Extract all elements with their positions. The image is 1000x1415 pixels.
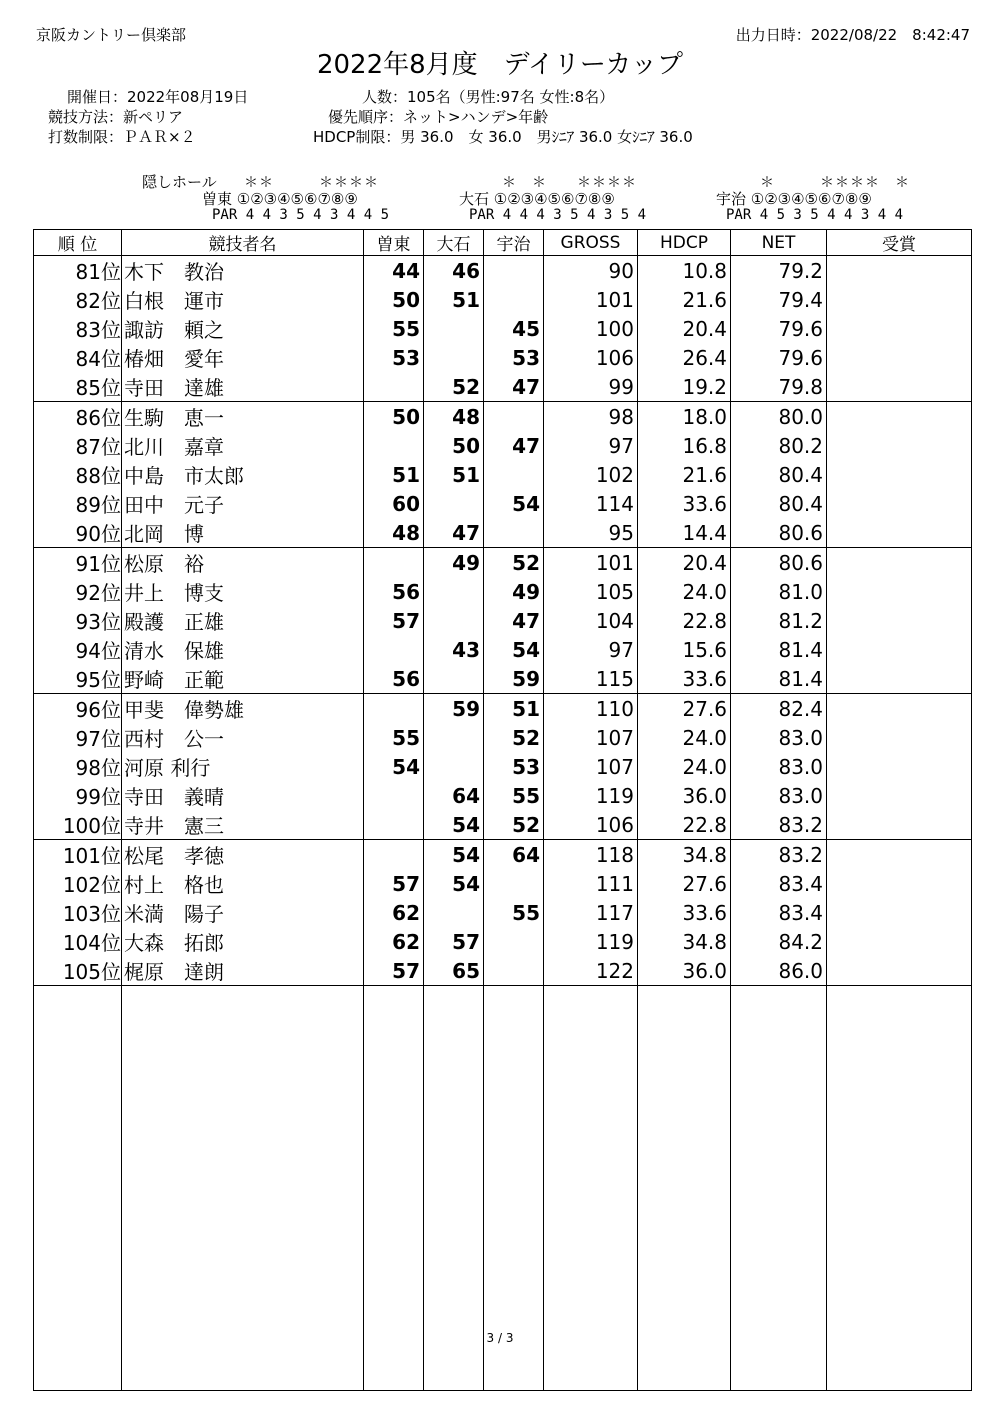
- table-row: [34, 256, 972, 286]
- table-row: [34, 314, 972, 343]
- table-row: [34, 518, 972, 548]
- rank-cell: 100位: [34, 810, 122, 840]
- table-row: [34, 635, 972, 664]
- course2-score: [424, 898, 484, 927]
- course1-score: 48: [364, 518, 424, 548]
- page-title: 2022年8月度 デイリーカップ: [316, 50, 684, 80]
- hdcp-value: 36.0: [638, 781, 731, 810]
- gross-score: 101: [544, 285, 638, 314]
- col-course3-header: 宇治: [484, 230, 544, 256]
- gross-score: 101: [544, 548, 638, 578]
- award-cell: [827, 606, 972, 635]
- course2-score: 57: [424, 927, 484, 956]
- course2-score: 59: [424, 694, 484, 724]
- gross-score: 97: [544, 431, 638, 460]
- gross-score: 106: [544, 343, 638, 372]
- award-cell: [827, 343, 972, 372]
- course2-score: 51: [424, 285, 484, 314]
- table-row: [34, 577, 972, 606]
- course1-score: 51: [364, 460, 424, 489]
- name-cell: 松原 裕: [122, 548, 364, 578]
- rank-cell: 101位: [34, 840, 122, 870]
- course3-score: 47: [484, 606, 544, 635]
- output-datetime: 出力日時：2022/08/22 8:42:47: [735, 26, 970, 44]
- course2-score: 47: [424, 518, 484, 548]
- gross-score: 119: [544, 927, 638, 956]
- course-par-1: PAR 4 4 3 5 4 3 4 4 5: [212, 207, 390, 223]
- course3-score: [484, 402, 544, 432]
- net-score: 80.4: [731, 460, 827, 489]
- course1-score: 54: [364, 752, 424, 781]
- name-cell: 米満 陽子: [122, 898, 364, 927]
- gross-score: 115: [544, 664, 638, 694]
- course3-score: 54: [484, 635, 544, 664]
- course1-score: 57: [364, 956, 424, 986]
- name-cell: 中島 市太郎: [122, 460, 364, 489]
- gross-score: 117: [544, 898, 638, 927]
- gross-score: 118: [544, 840, 638, 870]
- hidden-holes-label: 隠しホール: [142, 173, 217, 191]
- award-cell: [827, 460, 972, 489]
- rank-cell: 85位: [34, 372, 122, 402]
- award-cell: [827, 548, 972, 578]
- rank-cell: 102位: [34, 869, 122, 898]
- hdcp-value: 33.6: [638, 489, 731, 518]
- hdcp-limit: HDCP制限：男 36.0 女 36.0 男ｼﾆｱ 36.0 女ｼﾆｱ 36.0: [313, 128, 693, 146]
- course1-score: [364, 372, 424, 402]
- net-score: 83.4: [731, 898, 827, 927]
- rank-cell: 94位: [34, 635, 122, 664]
- course2-score: [424, 343, 484, 372]
- award-cell: [827, 869, 972, 898]
- course1-score: 57: [364, 606, 424, 635]
- table-row: [34, 927, 972, 956]
- hidden-hole-stars-3: ＊ ＊＊＊＊ ＊: [760, 175, 910, 191]
- course2-score: 43: [424, 635, 484, 664]
- course3-score: 52: [484, 548, 544, 578]
- hdcp-value: 26.4: [638, 343, 731, 372]
- hdcp-value: 24.0: [638, 577, 731, 606]
- course1-score: 44: [364, 256, 424, 286]
- course3-score: 52: [484, 723, 544, 752]
- name-cell: 井上 博支: [122, 577, 364, 606]
- course2-score: [424, 723, 484, 752]
- award-cell: [827, 723, 972, 752]
- priority-order: 優先順序：ネット>ハンデ>年齢: [328, 108, 549, 126]
- rank-cell: 95位: [34, 664, 122, 694]
- table-row: [34, 694, 972, 724]
- rank-cell: 96位: [34, 694, 122, 724]
- gross-score: 95: [544, 518, 638, 548]
- course3-score: 53: [484, 343, 544, 372]
- name-cell: 野崎 正範: [122, 664, 364, 694]
- rank-cell: 97位: [34, 723, 122, 752]
- course3-score: [484, 518, 544, 548]
- award-cell: [827, 518, 972, 548]
- course3-score: 49: [484, 577, 544, 606]
- net-score: 83.4: [731, 869, 827, 898]
- hdcp-value: 21.6: [638, 460, 731, 489]
- name-cell: 諏訪 頼之: [122, 314, 364, 343]
- table-row: [34, 402, 972, 432]
- net-score: 79.6: [731, 343, 827, 372]
- course2-score: [424, 664, 484, 694]
- course1-score: 53: [364, 343, 424, 372]
- course1-score: 62: [364, 898, 424, 927]
- empty-cell: [34, 986, 122, 1391]
- col-net-header: NET: [731, 230, 827, 256]
- course2-score: [424, 606, 484, 635]
- course3-score: 47: [484, 372, 544, 402]
- gross-score: 105: [544, 577, 638, 606]
- rank-cell: 87位: [34, 431, 122, 460]
- course3-score: 55: [484, 781, 544, 810]
- course1-score: 55: [364, 314, 424, 343]
- course1-score: [364, 810, 424, 840]
- award-cell: [827, 314, 972, 343]
- col-award-header: 受賞: [827, 230, 972, 256]
- net-score: 82.4: [731, 694, 827, 724]
- name-cell: 木下 教治: [122, 256, 364, 286]
- name-cell: 生駒 恵一: [122, 402, 364, 432]
- name-cell: 村上 格也: [122, 869, 364, 898]
- page-number: 3 / 3: [486, 1331, 514, 1345]
- empty-cell: [638, 986, 731, 1391]
- hdcp-value: 16.8: [638, 431, 731, 460]
- course1-score: [364, 548, 424, 578]
- award-cell: [827, 635, 972, 664]
- course3-score: 53: [484, 752, 544, 781]
- hdcp-value: 33.6: [638, 898, 731, 927]
- col-name-header: 競技者名: [122, 230, 364, 256]
- hdcp-value: 27.6: [638, 694, 731, 724]
- course-par-2: PAR 4 4 4 3 5 4 3 5 4: [469, 207, 647, 223]
- hdcp-value: 34.8: [638, 840, 731, 870]
- gross-score: 111: [544, 869, 638, 898]
- rank-cell: 104位: [34, 927, 122, 956]
- rank-cell: 98位: [34, 752, 122, 781]
- empty-row: [34, 986, 972, 1391]
- gross-score: 122: [544, 956, 638, 986]
- course2-score: [424, 489, 484, 518]
- gross-score: 119: [544, 781, 638, 810]
- award-cell: [827, 431, 972, 460]
- course1-score: [364, 635, 424, 664]
- empty-cell: [122, 986, 364, 1391]
- net-score: 81.0: [731, 577, 827, 606]
- net-score: 80.6: [731, 548, 827, 578]
- stroke-limit: 打数制限：ＰＡＲ×２: [48, 128, 196, 146]
- course1-score: 50: [364, 402, 424, 432]
- hdcp-value: 34.8: [638, 927, 731, 956]
- club-name: 京阪カントリー倶楽部: [36, 26, 187, 44]
- award-cell: [827, 927, 972, 956]
- gross-score: 106: [544, 810, 638, 840]
- course1-score: 56: [364, 664, 424, 694]
- course2-score: 54: [424, 869, 484, 898]
- col-course1-header: 曽東: [364, 230, 424, 256]
- course3-score: [484, 869, 544, 898]
- course1-score: [364, 694, 424, 724]
- course3-score: [484, 460, 544, 489]
- empty-cell: [364, 986, 424, 1391]
- gross-score: 98: [544, 402, 638, 432]
- hdcp-value: 24.0: [638, 752, 731, 781]
- empty-cell: [827, 986, 972, 1391]
- table-row: [34, 489, 972, 518]
- gross-score: 102: [544, 460, 638, 489]
- net-score: 81.4: [731, 664, 827, 694]
- gross-score: 90: [544, 256, 638, 286]
- net-score: 79.6: [731, 314, 827, 343]
- table-row: [34, 548, 972, 578]
- name-cell: 殿護 正雄: [122, 606, 364, 635]
- name-cell: 寺田 達雄: [122, 372, 364, 402]
- name-cell: 寺井 憲三: [122, 810, 364, 840]
- name-cell: 大森 拓郎: [122, 927, 364, 956]
- table-row: [34, 723, 972, 752]
- course-holes-3: 宇治 ①②③④⑤⑥⑦⑧⑨: [716, 190, 872, 208]
- gross-score: 107: [544, 723, 638, 752]
- course2-score: 49: [424, 548, 484, 578]
- hdcp-value: 36.0: [638, 956, 731, 986]
- hdcp-value: 20.4: [638, 314, 731, 343]
- name-cell: 寺田 義晴: [122, 781, 364, 810]
- course3-score: 51: [484, 694, 544, 724]
- name-cell: 白根 運市: [122, 285, 364, 314]
- course2-score: 48: [424, 402, 484, 432]
- name-cell: 甲斐 偉勢雄: [122, 694, 364, 724]
- course1-score: 57: [364, 869, 424, 898]
- name-cell: 椿畑 愛年: [122, 343, 364, 372]
- name-cell: 北川 嘉章: [122, 431, 364, 460]
- event-date: 開催日：2022年08月19日: [67, 88, 249, 106]
- course3-score: 59: [484, 664, 544, 694]
- gross-score: 97: [544, 635, 638, 664]
- course3-score: [484, 285, 544, 314]
- col-course2-header: 大石: [424, 230, 484, 256]
- table-row: [34, 898, 972, 927]
- net-score: 83.0: [731, 781, 827, 810]
- hdcp-value: 20.4: [638, 548, 731, 578]
- rank-cell: 90位: [34, 518, 122, 548]
- course2-score: [424, 314, 484, 343]
- participant-count: 人数：105名（男性:97名 女性:8名）: [362, 88, 615, 106]
- hdcp-value: 18.0: [638, 402, 731, 432]
- net-score: 83.2: [731, 810, 827, 840]
- hdcp-value: 21.6: [638, 285, 731, 314]
- gross-score: 114: [544, 489, 638, 518]
- net-score: 83.0: [731, 723, 827, 752]
- hdcp-value: 24.0: [638, 723, 731, 752]
- competition-method: 競技方法：新ペリア: [48, 108, 184, 126]
- course1-score: 60: [364, 489, 424, 518]
- table-row: [34, 285, 972, 314]
- award-cell: [827, 664, 972, 694]
- course3-score: [484, 956, 544, 986]
- rank-cell: 89位: [34, 489, 122, 518]
- rank-cell: 82位: [34, 285, 122, 314]
- course1-score: 55: [364, 723, 424, 752]
- course3-score: 54: [484, 489, 544, 518]
- course-par-3: PAR 4 5 3 5 4 4 3 4 4: [726, 207, 904, 223]
- course1-score: [364, 781, 424, 810]
- course-holes-1: 曽東 ①②③④⑤⑥⑦⑧⑨: [202, 190, 358, 208]
- net-score: 79.8: [731, 372, 827, 402]
- table-row: [34, 956, 972, 986]
- name-cell: 清水 保雄: [122, 635, 364, 664]
- gross-score: 107: [544, 752, 638, 781]
- gross-score: 110: [544, 694, 638, 724]
- course1-score: [364, 840, 424, 870]
- empty-cell: [731, 986, 827, 1391]
- table-row: [34, 752, 972, 781]
- table-row: [34, 781, 972, 810]
- table-header-row: [34, 230, 972, 256]
- hdcp-value: 19.2: [638, 372, 731, 402]
- course-holes-2: 大石 ①②③④⑤⑥⑦⑧⑨: [459, 190, 615, 208]
- course1-score: [364, 431, 424, 460]
- award-cell: [827, 694, 972, 724]
- net-score: 81.2: [731, 606, 827, 635]
- table-row: [34, 343, 972, 372]
- net-score: 84.2: [731, 927, 827, 956]
- net-score: 83.0: [731, 752, 827, 781]
- results-table: [33, 229, 972, 1391]
- award-cell: [827, 781, 972, 810]
- table-row: [34, 869, 972, 898]
- award-cell: [827, 489, 972, 518]
- name-cell: 北岡 博: [122, 518, 364, 548]
- net-score: 80.0: [731, 402, 827, 432]
- award-cell: [827, 956, 972, 986]
- award-cell: [827, 752, 972, 781]
- course2-score: [424, 752, 484, 781]
- net-score: 79.2: [731, 256, 827, 286]
- course1-score: 56: [364, 577, 424, 606]
- course2-score: [424, 577, 484, 606]
- table-row: [34, 431, 972, 460]
- col-gross-header: GROSS: [544, 230, 638, 256]
- table-row: [34, 810, 972, 840]
- hdcp-value: 10.8: [638, 256, 731, 286]
- gross-score: 104: [544, 606, 638, 635]
- net-score: 81.4: [731, 635, 827, 664]
- rank-cell: 83位: [34, 314, 122, 343]
- course2-score: 52: [424, 372, 484, 402]
- course2-score: 46: [424, 256, 484, 286]
- award-cell: [827, 577, 972, 606]
- award-cell: [827, 810, 972, 840]
- award-cell: [827, 256, 972, 286]
- award-cell: [827, 840, 972, 870]
- hdcp-value: 27.6: [638, 869, 731, 898]
- hidden-hole-stars-1: ＊＊ ＊＊＊＊: [244, 175, 379, 191]
- award-cell: [827, 285, 972, 314]
- hdcp-value: 33.6: [638, 664, 731, 694]
- empty-cell: [484, 986, 544, 1391]
- net-score: 86.0: [731, 956, 827, 986]
- net-score: 83.2: [731, 840, 827, 870]
- rank-cell: 99位: [34, 781, 122, 810]
- hidden-hole-stars-2: ＊ ＊ ＊＊＊＊: [502, 175, 637, 191]
- course3-score: [484, 927, 544, 956]
- empty-cell: [424, 986, 484, 1391]
- rank-cell: 86位: [34, 402, 122, 432]
- course2-score: 54: [424, 840, 484, 870]
- award-cell: [827, 402, 972, 432]
- rank-cell: 84位: [34, 343, 122, 372]
- course3-score: 52: [484, 810, 544, 840]
- course2-score: 50: [424, 431, 484, 460]
- name-cell: 河原 利行: [122, 752, 364, 781]
- col-hdcp-header: HDCP: [638, 230, 731, 256]
- table-row: [34, 606, 972, 635]
- empty-cell: [544, 986, 638, 1391]
- gross-score: 100: [544, 314, 638, 343]
- course1-score: 62: [364, 927, 424, 956]
- table-row: [34, 664, 972, 694]
- name-cell: 梶原 達朗: [122, 956, 364, 986]
- rank-cell: 105位: [34, 956, 122, 986]
- net-score: 80.4: [731, 489, 827, 518]
- hdcp-value: 22.8: [638, 810, 731, 840]
- net-score: 80.6: [731, 518, 827, 548]
- name-cell: 田中 元子: [122, 489, 364, 518]
- course2-score: 51: [424, 460, 484, 489]
- course2-score: 64: [424, 781, 484, 810]
- col-rank-header: 順 位: [34, 230, 122, 256]
- rank-cell: 91位: [34, 548, 122, 578]
- hdcp-value: 15.6: [638, 635, 731, 664]
- rank-cell: 92位: [34, 577, 122, 606]
- course3-score: 47: [484, 431, 544, 460]
- course2-score: 54: [424, 810, 484, 840]
- course3-score: 55: [484, 898, 544, 927]
- course1-score: 50: [364, 285, 424, 314]
- award-cell: [827, 898, 972, 927]
- table-row: [34, 840, 972, 870]
- gross-score: 99: [544, 372, 638, 402]
- table-row: [34, 460, 972, 489]
- rank-cell: 93位: [34, 606, 122, 635]
- rank-cell: 103位: [34, 898, 122, 927]
- name-cell: 西村 公一: [122, 723, 364, 752]
- hdcp-value: 22.8: [638, 606, 731, 635]
- course2-score: 65: [424, 956, 484, 986]
- net-score: 79.4: [731, 285, 827, 314]
- net-score: 80.2: [731, 431, 827, 460]
- table-row: [34, 372, 972, 402]
- course3-score: [484, 256, 544, 286]
- rank-cell: 81位: [34, 256, 122, 286]
- award-cell: [827, 372, 972, 402]
- course3-score: 45: [484, 314, 544, 343]
- rank-cell: 88位: [34, 460, 122, 489]
- course3-score: 64: [484, 840, 544, 870]
- hdcp-value: 14.4: [638, 518, 731, 548]
- name-cell: 松尾 孝徳: [122, 840, 364, 870]
